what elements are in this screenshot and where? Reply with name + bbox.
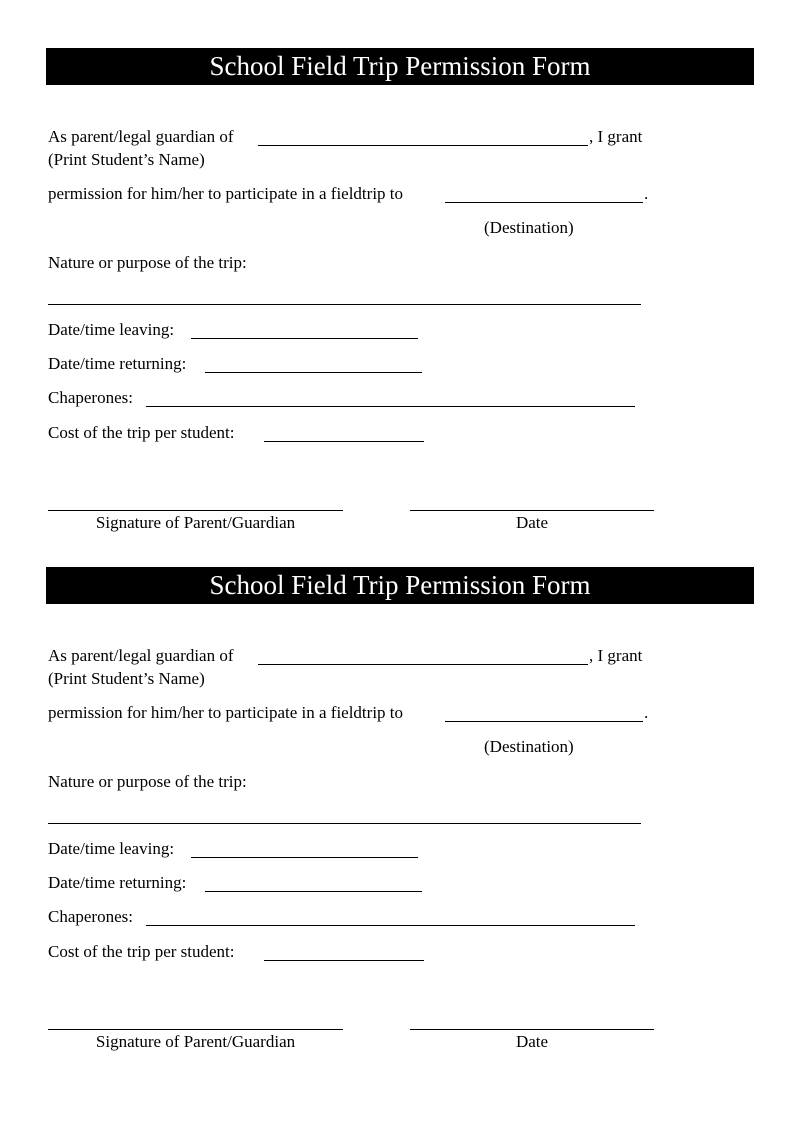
- chaperones-field[interactable]: [146, 925, 635, 926]
- cost-field[interactable]: [264, 960, 424, 961]
- guardian-prefix: As parent/legal guardian of: [48, 646, 234, 665]
- returning-field[interactable]: [205, 372, 422, 373]
- signature-field[interactable]: [48, 510, 343, 511]
- purpose-field[interactable]: [48, 823, 641, 824]
- grant-suffix: , I grant: [589, 646, 643, 665]
- cost-label: Cost of the trip per student:: [48, 942, 235, 961]
- student-name-caption: (Print Student’s Name): [48, 669, 205, 688]
- cost-field[interactable]: [264, 441, 424, 442]
- destination-caption: (Destination): [484, 737, 574, 756]
- date-caption: Date: [515, 1032, 549, 1051]
- date-field[interactable]: [410, 510, 654, 511]
- destination-field[interactable]: [445, 721, 643, 722]
- guardian-prefix: As parent/legal guardian of: [48, 127, 234, 146]
- chaperones-field[interactable]: [146, 406, 635, 407]
- date-field[interactable]: [410, 1029, 654, 1030]
- student-name-field[interactable]: [258, 664, 588, 665]
- destination-period: .: [644, 184, 649, 203]
- returning-label: Date/time returning:: [48, 354, 187, 373]
- leaving-field[interactable]: [191, 857, 418, 858]
- returning-field[interactable]: [205, 891, 422, 892]
- chaperones-label: Chaperones:: [48, 388, 133, 407]
- cost-label: Cost of the trip per student:: [48, 423, 235, 442]
- date-caption: Date: [515, 513, 549, 532]
- purpose-label: Nature or purpose of the trip:: [48, 772, 247, 791]
- purpose-label: Nature or purpose of the trip:: [48, 253, 247, 272]
- student-name-field[interactable]: [258, 145, 588, 146]
- permission-text: permission for him/her to participate in a fieldtrip to: [48, 703, 404, 722]
- permission-text: permission for him/her to participate in a fieldtrip to: [48, 184, 404, 203]
- purpose-field[interactable]: [48, 304, 641, 305]
- form-title: School Field Trip Permission Form: [46, 567, 754, 604]
- signature-caption: Signature of Parent/Guardian: [95, 513, 296, 532]
- leaving-label: Date/time leaving:: [48, 839, 175, 858]
- form-title: School Field Trip Permission Form: [46, 48, 754, 85]
- signature-caption: Signature of Parent/Guardian: [95, 1032, 296, 1051]
- returning-label: Date/time returning:: [48, 873, 187, 892]
- destination-field[interactable]: [445, 202, 643, 203]
- student-name-caption: (Print Student’s Name): [48, 150, 205, 169]
- grant-suffix: , I grant: [589, 127, 643, 146]
- chaperones-label: Chaperones:: [48, 907, 133, 926]
- leaving-label: Date/time leaving:: [48, 320, 175, 339]
- permission-form-1: [0, 48, 800, 568]
- signature-field[interactable]: [48, 1029, 343, 1030]
- destination-caption: (Destination): [484, 218, 574, 237]
- leaving-field[interactable]: [191, 338, 418, 339]
- permission-form-2: [0, 567, 800, 1087]
- destination-period: .: [644, 703, 649, 722]
